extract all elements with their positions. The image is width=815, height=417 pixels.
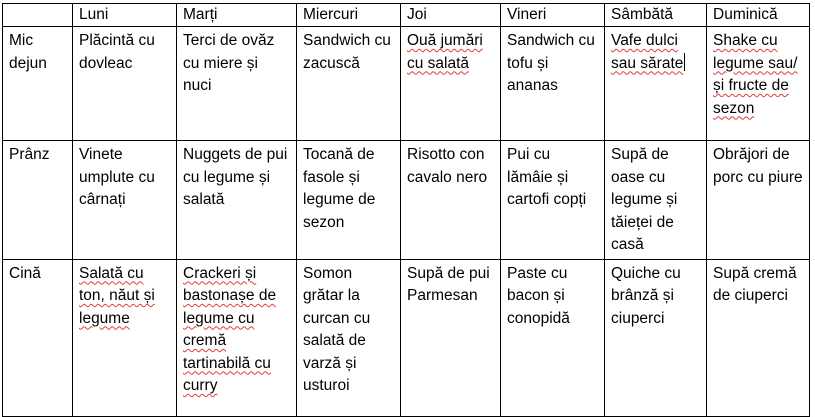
day-header-wednesday[interactable]: Miercuri [297, 4, 401, 27]
spellcheck-text: Crackeri și bastonașe de legume cu cremă tartinabilă cu curry [183, 264, 277, 394]
meal-label-breakfast[interactable]: Mic dejun [3, 27, 73, 141]
breakfast-row [3, 27, 810, 141]
dinner-cell-friday[interactable]: Paste cu bacon și conopidă [501, 259, 605, 416]
dinner-cell-thursday[interactable]: Supă de pui Parmesan [401, 259, 501, 416]
text-cursor [684, 53, 685, 71]
meal-label-lunch[interactable]: Prânz [3, 141, 73, 260]
breakfast-cell-wednesday[interactable]: Sandwich cu zacuscă [297, 27, 401, 141]
lunch-cell-tuesday[interactable]: Nuggets de pui cu legume și salată [177, 141, 297, 260]
meal-label-dinner[interactable]: Cină [3, 259, 73, 416]
dinner-cell-tuesday[interactable] [177, 259, 297, 416]
header-row [3, 4, 810, 27]
weekly-menu-table [2, 3, 810, 417]
dinner-cell-monday[interactable] [73, 259, 177, 416]
day-header-sunday[interactable]: Duminică [707, 4, 810, 27]
lunch-cell-friday[interactable]: Pui cu lămâie și cartofi copți [501, 141, 605, 260]
breakfast-cell-saturday[interactable] [605, 27, 707, 141]
spellcheck-text: Vafe dulci sau sărate [611, 32, 684, 72]
lunch-cell-wednesday[interactable]: Tocană de fasole și legume de sezon [297, 141, 401, 260]
lunch-cell-monday[interactable]: Vinete umplute cu cârnați [73, 141, 177, 260]
breakfast-cell-sunday[interactable] [707, 27, 810, 141]
corner-cell[interactable] [3, 4, 73, 27]
breakfast-cell-monday[interactable]: Plăcintă cu dovleac [73, 27, 177, 141]
day-header-saturday[interactable]: Sâmbătă [605, 4, 707, 27]
lunch-cell-thursday[interactable]: Risotto con cavalo nero [401, 141, 501, 260]
day-header-monday[interactable]: Luni [73, 4, 177, 27]
lunch-cell-sunday[interactable]: Obrăjori de porc cu piure [707, 141, 810, 260]
lunch-cell-saturday[interactable]: Supă de oase cu legume și tăieței de casă [605, 141, 707, 260]
dinner-cell-wednesday[interactable]: Somon grătar la curcan cu salată de varză și usturoi [297, 259, 401, 416]
spellcheck-text: Salată cu ton, năut și legume [79, 264, 155, 327]
spellcheck-text: Ouă jumări cu salată [407, 32, 483, 72]
day-header-tuesday[interactable]: Marți [177, 4, 297, 27]
dinner-cell-sunday[interactable]: Supă cremă de ciuperci [707, 259, 810, 416]
lunch-row [3, 141, 810, 260]
day-header-friday[interactable]: Vineri [501, 4, 605, 27]
spellcheck-text: Shake cu legume sau/și fructe de sezon [713, 32, 798, 117]
day-header-thursday[interactable]: Joi [401, 4, 501, 27]
breakfast-cell-tuesday[interactable]: Terci de ovăz cu miere și nuci [177, 27, 297, 141]
dinner-row [3, 259, 810, 416]
breakfast-cell-thursday[interactable] [401, 27, 501, 141]
dinner-cell-saturday[interactable]: Quiche cu brânză și ciuperci [605, 259, 707, 416]
breakfast-cell-friday[interactable]: Sandwich cu tofu și ananas [501, 27, 605, 141]
